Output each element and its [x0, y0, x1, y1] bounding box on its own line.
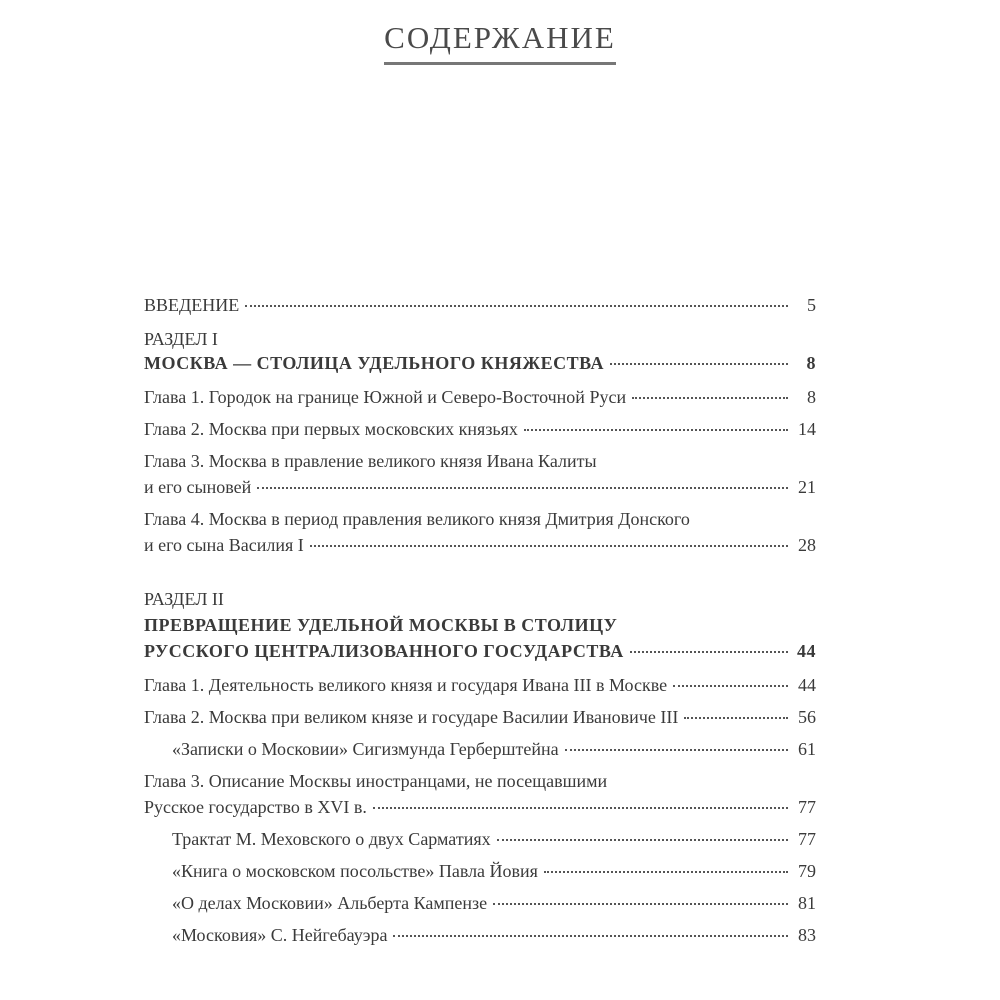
- dot-leader: [497, 839, 788, 841]
- dot-leader: [630, 651, 788, 653]
- toc-entry-label: Глава 1. Деятельность великого князя и государя Ивана III в Москве: [144, 675, 668, 695]
- dot-leader: [632, 397, 788, 399]
- toc-entry-label: Трактат М. Меховского о двух Сарматиях: [172, 829, 491, 849]
- toc-entry[interactable]: [144, 796, 816, 818]
- toc-entry-label: «Книга о московском посольстве» Павла Йовия: [172, 861, 538, 881]
- toc-entry-label-line1[interactable]: Глава 3. Описание Москвы иностранцами, не посещавшими: [144, 771, 608, 791]
- toc-page-number: 14: [798, 419, 816, 439]
- dot-leader: [524, 429, 788, 431]
- toc-subentry[interactable]: [172, 924, 816, 946]
- toc-page-number: 44: [797, 641, 816, 661]
- toc-page-number: 61: [798, 739, 816, 759]
- section-label: РАЗДЕЛ I: [144, 329, 218, 349]
- toc-page-number: 81: [798, 893, 816, 913]
- toc-entry[interactable]: [144, 386, 816, 408]
- toc-section-heading[interactable]: [144, 640, 816, 662]
- toc-entry-label: Глава 2. Москва при первых московских князьях: [144, 419, 518, 439]
- dot-leader: [310, 545, 788, 547]
- toc-entry-label: «Записки о Московии» Сигизмунда Герберштейна: [172, 739, 559, 759]
- toc-page-number: 5: [807, 295, 816, 315]
- toc-page-number: 44: [798, 675, 816, 695]
- toc-entry-label: МОСКВА — СТОЛИЦА УДЕЛЬНОГО КНЯЖЕСТВА: [144, 353, 605, 373]
- toc-entry-label: РУССКОГО ЦЕНТРАЛИЗОВАННОГО ГОСУДАРСТВА: [144, 641, 624, 661]
- dot-leader: [257, 487, 788, 489]
- dot-leader: [373, 807, 788, 809]
- dot-leader: [245, 305, 788, 307]
- toc-page-number: 56: [798, 707, 816, 727]
- toc-entry-label: ВВЕДЕНИЕ: [144, 295, 240, 315]
- dot-leader: [684, 717, 788, 719]
- toc-page-number: 8: [806, 353, 816, 373]
- toc-section-heading[interactable]: [144, 352, 816, 374]
- toc-page-number: 77: [798, 829, 816, 849]
- toc-subentry[interactable]: [172, 892, 816, 914]
- toc-entry-label: и его сына Василия I: [144, 535, 304, 555]
- toc-entry-label: и его сыновей: [144, 477, 252, 497]
- toc-page-number: 8: [807, 387, 816, 407]
- dot-leader: [673, 685, 788, 687]
- toc-entry[interactable]: [144, 706, 816, 728]
- dot-leader: [393, 935, 788, 937]
- toc-page-number: 79: [798, 861, 816, 881]
- toc-entry[interactable]: [144, 534, 816, 556]
- toc-page-number: 21: [798, 477, 816, 497]
- dot-leader: [565, 749, 788, 751]
- toc-entry-label: Русское государство в XVI в.: [144, 797, 367, 817]
- toc-entry-label: Глава 2. Москва при великом князе и государе Василии Ивановиче III: [144, 707, 679, 727]
- toc-page-number: 83: [798, 925, 816, 945]
- page-title-text: СОДЕРЖАНИЕ: [384, 20, 616, 65]
- dot-leader: [610, 363, 788, 365]
- toc-page-number: 77: [798, 797, 816, 817]
- toc-entry-label: «Московия» С. Нейгебауэра: [172, 925, 388, 945]
- toc-page-number: 28: [798, 535, 816, 555]
- toc-subentry[interactable]: [172, 738, 816, 760]
- toc-entry[interactable]: [144, 418, 816, 440]
- toc-entry-label-line1[interactable]: Глава 3. Москва в правление великого князя Ивана Калиты: [144, 451, 597, 471]
- toc-entry-label: «О делах Московии» Альберта Кампензе: [172, 893, 488, 913]
- toc-entry-label: Глава 1. Городок на границе Южной и Северо-Восточной Руси: [144, 387, 627, 407]
- dot-leader: [493, 903, 788, 905]
- dot-leader: [544, 871, 788, 873]
- toc-entry-label-line1[interactable]: Глава 4. Москва в период правления великого князя Дмитрия Донского: [144, 509, 690, 529]
- toc-subentry[interactable]: [172, 860, 816, 882]
- toc-section-heading-line1[interactable]: ПРЕВРАЩЕНИЕ УДЕЛЬНОЙ МОСКВЫ В СТОЛИЦУ: [144, 615, 618, 635]
- toc-subentry[interactable]: [172, 828, 816, 850]
- toc-entry[interactable]: [144, 476, 816, 498]
- section-label: РАЗДЕЛ II: [144, 589, 224, 609]
- toc-entry[interactable]: [144, 674, 816, 696]
- toc-entry-intro[interactable]: [144, 294, 816, 316]
